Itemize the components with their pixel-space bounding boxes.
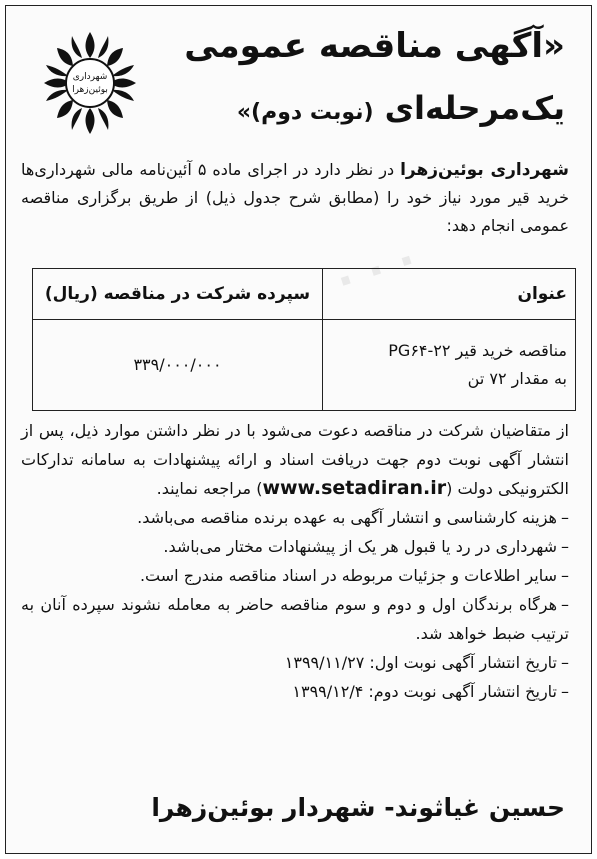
- notice-body: [21, 416, 569, 706]
- table-row: [33, 320, 576, 411]
- intro-text: در نظر دارد در اجرای ماده ۵ آئین‌نامه مالی شهرداری‌ها خرید قیر مورد نیاز خود را (مطابق شرح جدول ذیل) از طریق برگزاری مناقصه عمومی انجام دهد:: [21, 160, 569, 235]
- intro-paragraph: [21, 156, 569, 240]
- tender-title-line2: به مقدار ۷۲ تن: [467, 369, 567, 388]
- municipality-logo-icon: [40, 28, 140, 138]
- notice-title-line2: [155, 86, 565, 135]
- notes-list: [21, 503, 569, 706]
- intro-organization: شهرداری بوئین‌زهرا: [400, 160, 569, 180]
- header-title: عنوان: [323, 269, 576, 320]
- body-paragraph: [21, 416, 569, 503]
- header-deposit: سپرده شرکت در مناقصه (ریال): [33, 269, 323, 320]
- note-text: شهرداری در رد یا قبول هر یک از پیشنهادات مختار می‌باشد.: [163, 537, 557, 556]
- note-text: هزینه کارشناسی و انتشار آگهی به عهده برنده مناقصه می‌باشد.: [137, 508, 557, 527]
- list-item: –تاریخ انتشار آگهی نوبت دوم: ۱۳۹۹/۱۲/۴: [292, 682, 569, 701]
- list-item: –سایر اطلاعات و جزئیات مربوطه در اسناد مناقصه مندرج است.: [139, 566, 569, 585]
- title-line2-main: یک‌مرحله‌ای: [384, 89, 565, 127]
- tender-table: [32, 268, 576, 411]
- note-text: تاریخ انتشار آگهی نوبت دوم: ۱۳۹۹/۱۲/۴: [292, 682, 557, 701]
- note-text: تاریخ انتشار آگهی نوبت اول: ۱۳۹۹/۱۱/۲۷: [284, 653, 557, 672]
- logo-text-line2: بوئین‌زهرا: [72, 85, 108, 95]
- note-text: هرگاه برندگان اول و دوم و سوم مناقصه حاضر به معامله نشوند سپرده آنان به ترتیب ضبط خواهد شد.: [21, 595, 569, 643]
- title-line2-round: (نوبت دوم)»: [236, 100, 374, 125]
- signature: حسین غیاثوند- شهردار بوئین‌زهرا: [151, 793, 565, 822]
- list-item: –تاریخ انتشار آگهی نوبت اول: ۱۳۹۹/۱۱/۲۷: [284, 653, 569, 672]
- notice-frame: [5, 5, 592, 854]
- notice-title-line1: «آگهی مناقصه عمومی: [184, 26, 565, 66]
- tender-title-line1: مناقصه خرید قیر PG۶۴-۲۲: [388, 341, 567, 360]
- body-text-1: از متقاضیان شرکت در مناقصه دعوت می‌شود با در نظر داشتن موارد ذیل، پس از انتشار آگهی نوبت دوم جهت دریافت اسناد و ارائه پیشنهادات به سامانه تدارکات الکترونیکی دولت (: [21, 421, 569, 498]
- logo-text-line1: شهرداری: [72, 72, 108, 82]
- list-item: –شهرداری در رد یا قبول هر یک از پیشنهادات مختار می‌باشد.: [163, 537, 569, 556]
- body-text-2: ) مراجعه نمایند.: [156, 479, 263, 498]
- setadiran-link[interactable]: www.setadiran.ir: [262, 477, 447, 499]
- watermark: · · ·: [330, 234, 423, 309]
- list-item: –هرگاه برندگان اول و دوم و سوم مناقصه حاضر به معامله نشوند سپرده آنان به ترتیب ضبط خواهد شد.: [21, 595, 569, 643]
- table-header-row: [33, 269, 576, 320]
- note-text: سایر اطلاعات و جزئیات مربوطه در اسناد مناقصه مندرج است.: [139, 566, 557, 585]
- list-item: –هزینه کارشناسی و انتشار آگهی به عهده برنده مناقصه می‌باشد.: [137, 508, 569, 527]
- tender-title-cell: [323, 320, 576, 411]
- tender-deposit-cell: ۳۳۹/۰۰۰/۰۰۰: [33, 320, 323, 411]
